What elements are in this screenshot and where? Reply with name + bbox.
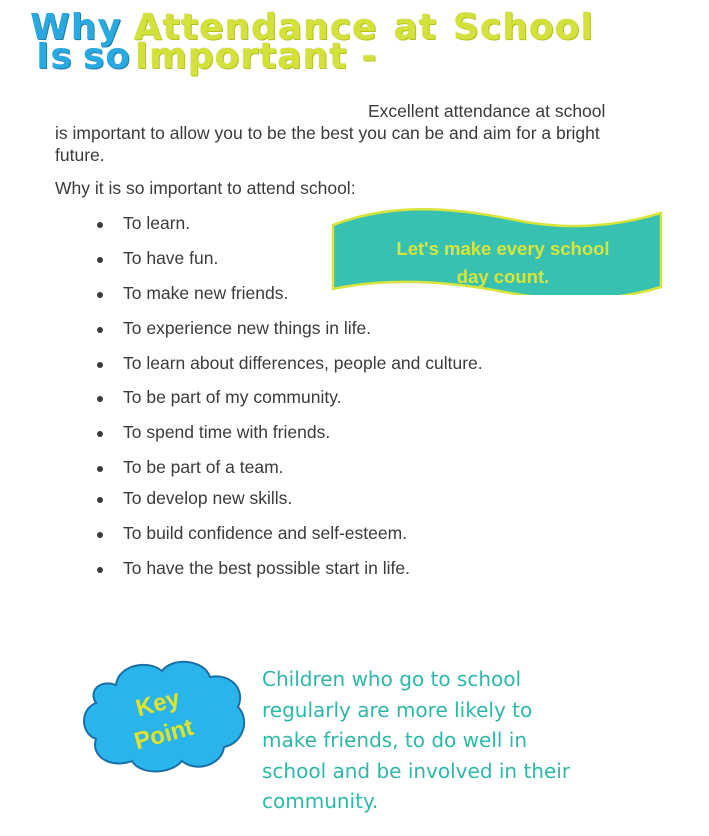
key-point-text: Children who go to school regularly are more likely to make friends, to do well in school and be involved in their community. xyxy=(262,667,571,813)
list-item: To build confidence and self-esteem. xyxy=(97,523,381,544)
banner-text xyxy=(330,235,676,291)
bullet-icon xyxy=(97,532,103,538)
title-word-attendance: Attendance xyxy=(133,7,378,48)
title-word-school: School xyxy=(453,7,594,48)
title-word-dash: - xyxy=(361,36,378,77)
key-point-cloud xyxy=(78,655,250,777)
list-item: To make new friends. xyxy=(97,283,262,304)
list-item: To have fun. xyxy=(97,248,192,269)
bullet-icon xyxy=(97,567,103,573)
intro-paragraph xyxy=(55,100,615,166)
banner-line-2: day count. xyxy=(456,266,550,287)
list-item: To learn about differences, people and culture. xyxy=(97,353,457,374)
intro-rest: school is important to allow you to be the best you can be and aim for a bright future. xyxy=(55,101,606,165)
title-word-is: Is xyxy=(36,36,73,77)
title-word-so: so xyxy=(82,36,131,77)
title-word-important: Important xyxy=(135,36,348,77)
title-word-at: at xyxy=(393,7,438,48)
bullet-icon xyxy=(97,362,103,368)
list-item: To be part of my community. xyxy=(97,387,316,408)
list-item: To experience new things in life. xyxy=(97,318,345,339)
bullet-icon xyxy=(97,257,103,263)
bullet-icon xyxy=(97,327,103,333)
bullet-icon xyxy=(97,292,103,298)
intro-first-line: Excellent attendance at xyxy=(368,101,550,121)
title-word-why: Why xyxy=(30,7,122,48)
why-heading: Why it is so important to attend school: xyxy=(55,178,356,198)
bullet-icon xyxy=(97,466,103,472)
list-item: To be part of a team. xyxy=(97,457,258,478)
list-item: To develop new skills. xyxy=(97,488,266,509)
point-word: Point xyxy=(131,713,197,756)
banner xyxy=(330,205,664,295)
list-item: To have the best possible start in life. xyxy=(97,558,384,579)
title-line-2 xyxy=(36,36,378,77)
banner-line-1: Let's make every school xyxy=(396,238,610,259)
bullet-icon xyxy=(97,222,103,228)
bullet-icon xyxy=(97,431,103,437)
list-item: To learn. xyxy=(97,213,164,234)
bullet-icon xyxy=(97,396,103,402)
bullet-icon xyxy=(97,497,103,503)
key-word: Key xyxy=(133,684,183,723)
list-item: To spend time with friends. xyxy=(97,422,304,443)
